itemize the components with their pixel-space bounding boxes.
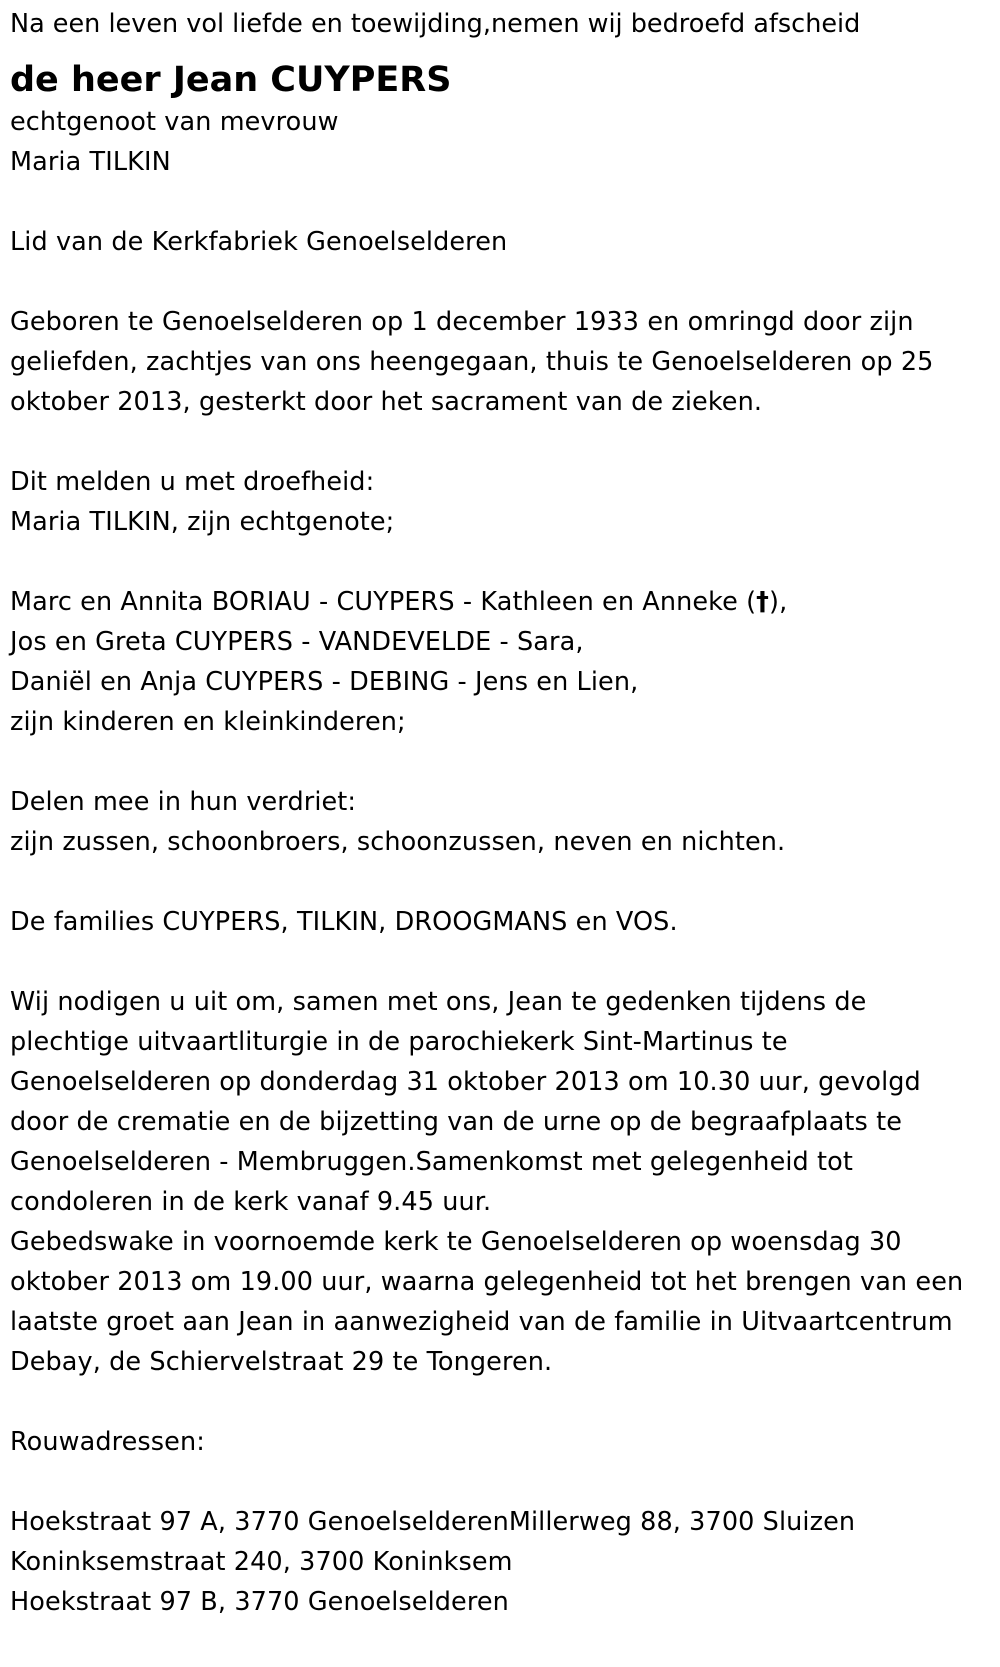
paragraph-line: Gebedswake in voornoemde kerk te Genoelselderen op woensdag 30 xyxy=(10,1227,902,1257)
child-family-text: Marc en Annita BORIAU - CUYPERS - Kathleen en Anneke ( xyxy=(10,587,757,617)
paragraph-line: condoleren in de kerk vanaf 9.45 uur. xyxy=(10,1187,492,1217)
spacer xyxy=(10,542,990,582)
sharers-heading: Delen mee in hun verdriet: xyxy=(10,787,357,817)
spacer xyxy=(10,1382,990,1422)
paragraph-line: oktober 2013, gesterkt door het sacrament van de zieken. xyxy=(10,387,763,417)
paragraph-line: door de crematie en de bijzetting van de urne op de begraafplaats te xyxy=(10,1107,903,1137)
address-line: Hoekstraat 97 A, 3770 GenoelselderenMillerweg 88, 3700 Sluizen xyxy=(10,1507,856,1537)
child-family-line: Jos en Greta CUYPERS - VANDEVELDE - Sara, xyxy=(10,627,584,657)
child-family-text-end: ), xyxy=(769,587,788,617)
paragraph-line: oktober 2013 om 19.00 uur, waarna gelegenheid tot het brengen van een xyxy=(10,1267,964,1297)
birth-death-paragraph xyxy=(10,302,990,422)
sharers-text: zijn zussen, schoonbroers, schoonzussen, neven en nichten. xyxy=(10,827,786,857)
service-paragraph xyxy=(10,982,990,1382)
paragraph-line: plechtige uitvaartliturgie in de parochiekerk Sint-Martinus te xyxy=(10,1027,788,1057)
families-text: De families CUYPERS, TILKIN, DROOGMANS en VOS. xyxy=(10,907,678,937)
child-family-line xyxy=(10,582,990,622)
paragraph-line: geliefden, zachtjes van ons heengegaan, thuis te Genoelselderen op 25 xyxy=(10,347,934,377)
spacer xyxy=(10,862,990,902)
spacer xyxy=(10,422,990,462)
paragraph-line: Debay, de Schiervelstraat 29 te Tongeren. xyxy=(10,1347,553,1377)
announcers-heading: Dit melden u met droefheid: xyxy=(10,467,375,497)
spouse-label: echtgenoot van mevrouw xyxy=(10,107,339,137)
address-line: Koninksemstraat 240, 3700 Koninksem xyxy=(10,1547,513,1577)
obituary-notice xyxy=(10,4,990,1622)
spacer xyxy=(10,742,990,782)
addresses-heading: Rouwadressen: xyxy=(10,1427,205,1457)
spacer xyxy=(10,1462,990,1502)
intro-text: Na een leven vol liefde en toewijding,nemen wij bedroefd afscheid xyxy=(10,9,861,39)
spacer xyxy=(10,262,990,302)
spacer xyxy=(10,942,990,982)
deceased-name: de heer Jean CUYPERS xyxy=(10,60,452,100)
paragraph-line: Genoelselderen op donderdag 31 oktober 2013 om 10.30 uur, gevolgd xyxy=(10,1067,921,1097)
address-list xyxy=(10,1502,990,1622)
paragraph-line: Genoelselderen - Membruggen.Samenkomst met gelegenheid tot xyxy=(10,1147,853,1177)
children-caption: zijn kinderen en kleinkinderen; xyxy=(10,707,406,737)
membership-text: Lid van de Kerkfabriek Genoelselderen xyxy=(10,227,508,257)
paragraph-line: laatste groet aan Jean in aanwezigheid van de familie in Uitvaartcentrum xyxy=(10,1307,953,1337)
child-family-line: Daniël en Anja CUYPERS - DEBING - Jens en Lien, xyxy=(10,667,639,697)
children-list xyxy=(10,582,990,742)
announcer-spouse: Maria TILKIN, zijn echtgenote; xyxy=(10,507,395,537)
spacer xyxy=(10,182,990,222)
paragraph-line: Geboren te Genoelselderen op 1 december 1933 en omringd door zijn xyxy=(10,307,914,337)
address-line: Hoekstraat 97 B, 3770 Genoelselderen xyxy=(10,1587,509,1617)
spouse-name: Maria TILKIN xyxy=(10,147,171,177)
paragraph-line: Wij nodigen u uit om, samen met ons, Jean te gedenken tijdens de xyxy=(10,987,867,1017)
cross-icon: † xyxy=(756,587,770,617)
